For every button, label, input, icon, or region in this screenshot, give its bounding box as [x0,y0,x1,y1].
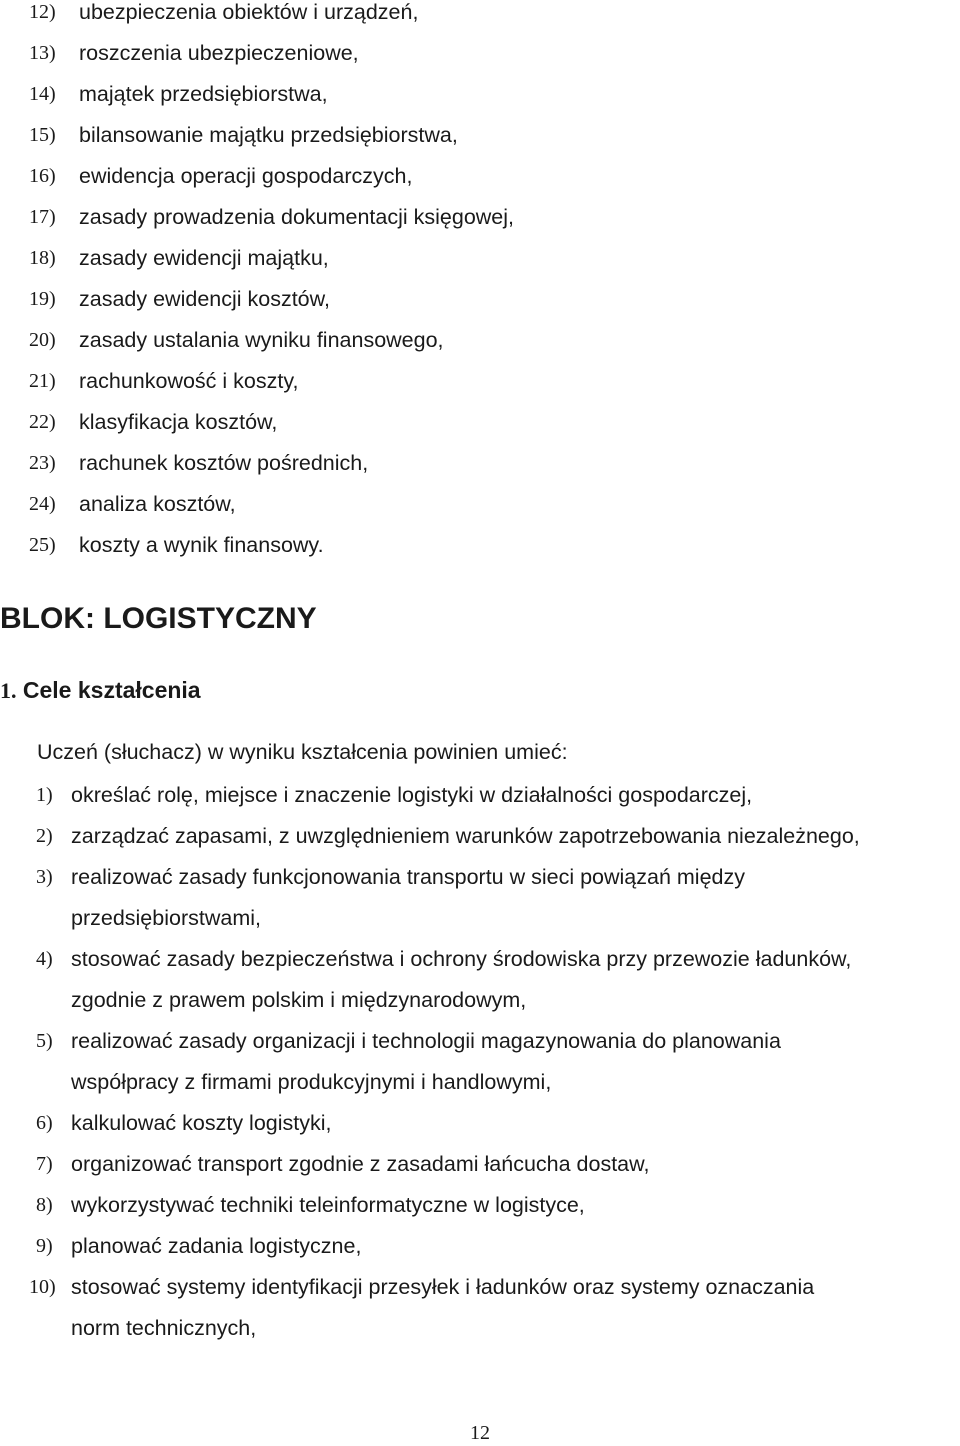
page-number: 12 [470,1422,490,1444]
goal-text: zgodnie z prawem polskim i międzynarodowym, [71,988,527,1012]
item-text: zasady ewidencji majątku, [79,246,329,270]
goal-number: 3) [36,866,53,888]
goal-number: 6) [36,1112,53,1134]
goal-number: 4) [36,948,53,970]
item-text: ubezpieczenia obiektów i urządzeń, [79,0,419,24]
subsection-heading [0,673,201,707]
goal-number: 1) [36,784,53,806]
item-text: ewidencja operacji gospodarczych, [79,164,413,188]
subsection-title: Cele kształcenia [22,677,201,703]
item-number: 19) [29,288,56,310]
goal-text: przedsiębiorstwami, [71,906,261,930]
goal-text: stosować zasady bezpieczeństwa i ochrony środowiska przy przewozie ładunków, [71,947,852,971]
item-text: rachunkowość i koszty, [79,369,299,393]
goal-number: 5) [36,1030,53,1052]
goal-text: planować zadania logistyczne, [71,1234,362,1258]
goal-text: kalkulować koszty logistyki, [71,1111,332,1135]
goal-text: określać rolę, miejsce i znaczenie logistyki w działalności gospodarczej, [71,783,753,807]
goal-number: 10) [29,1276,56,1298]
item-number: 12) [29,1,56,23]
item-number: 24) [29,493,56,515]
item-number: 20) [29,329,56,351]
item-number: 21) [29,370,56,392]
item-text: koszty a wynik finansowy. [79,533,324,557]
item-text: zasady ustalania wyniku finansowego, [79,328,444,352]
item-text: bilansowanie majątku przedsiębiorstwa, [79,123,458,147]
goal-text: organizować transport zgodnie z zasadami łańcucha dostaw, [71,1152,650,1176]
subsection-number: 1. [0,678,17,703]
item-number: 16) [29,165,56,187]
goal-text: realizować zasady organizacji i technologii magazynowania do planowania [71,1029,781,1053]
item-number: 17) [29,206,56,228]
item-number: 23) [29,452,56,474]
goal-number: 2) [36,825,53,847]
item-number: 15) [29,124,56,146]
item-text: analiza kosztów, [79,492,236,516]
item-text: majątek przedsiębiorstwa, [79,82,328,106]
goal-text: norm technicznych, [71,1316,257,1340]
goal-text: stosować systemy identyfikacji przesyłek i ładunków oraz systemy oznaczania [71,1275,815,1299]
goal-text: współpracy z firmami produkcyjnymi i handlowymi, [71,1070,552,1094]
item-number: 13) [29,42,56,64]
item-text: klasyfikacja kosztów, [79,410,278,434]
intro-text: Uczeń (słuchacz) w wyniku kształcenia powinien umieć: [37,740,568,764]
item-number: 25) [29,534,56,556]
item-text: roszczenia ubezpieczeniowe, [79,41,359,65]
item-number: 18) [29,247,56,269]
goal-number: 9) [36,1235,53,1257]
item-text: zasady ewidencji kosztów, [79,287,330,311]
item-text: rachunek kosztów pośrednich, [79,451,369,475]
item-number: 22) [29,411,56,433]
item-number: 14) [29,83,56,105]
goal-text: zarządzać zapasami, z uwzględnieniem warunków zapotrzebowania niezależnego, [71,824,860,848]
goal-number: 7) [36,1153,53,1175]
goal-number: 8) [36,1194,53,1216]
goal-text: realizować zasady funkcjonowania transportu w sieci powiązań między [71,865,745,889]
goal-text: wykorzystywać techniki teleinformatyczne w logistyce, [71,1193,585,1217]
item-text: zasady prowadzenia dokumentacji księgowej, [79,205,515,229]
section-title: BLOK: LOGISTYCZNY [0,602,317,635]
